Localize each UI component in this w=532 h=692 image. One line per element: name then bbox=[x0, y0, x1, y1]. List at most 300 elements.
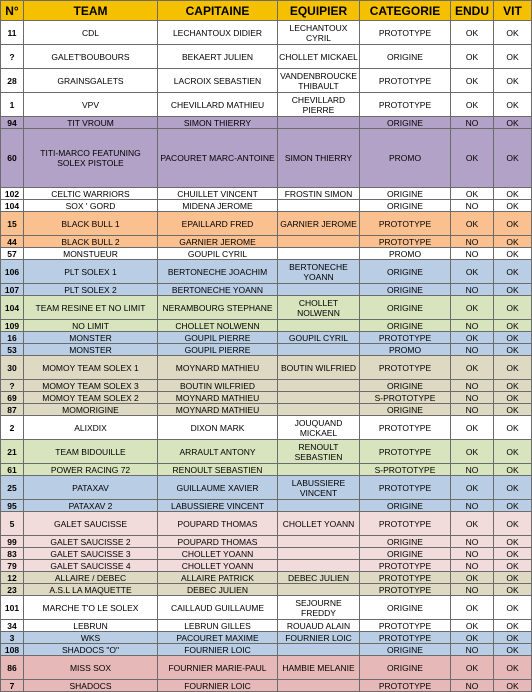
cell-categorie: PROTOTYPE bbox=[360, 512, 451, 536]
cell-categorie: ORIGINE bbox=[360, 656, 451, 680]
cell-number: 109 bbox=[1, 320, 24, 332]
cell-endu: NO bbox=[451, 248, 494, 260]
cell-endu: OK bbox=[451, 21, 494, 45]
cell-vit: OK bbox=[494, 188, 532, 200]
cell-number: 15 bbox=[1, 212, 24, 236]
cell-categorie: PROTOTYPE bbox=[360, 572, 451, 584]
cell-number: 25 bbox=[1, 476, 24, 500]
cell-categorie: ORIGINE bbox=[360, 596, 451, 620]
cell-endu: NO bbox=[451, 200, 494, 212]
cell-team: CDL bbox=[24, 21, 158, 45]
cell-endu: OK bbox=[451, 296, 494, 320]
cell-vit: OK bbox=[494, 212, 532, 236]
table-row bbox=[1, 260, 532, 284]
cell-categorie: PROMO bbox=[360, 344, 451, 356]
cell-endu: NO bbox=[451, 404, 494, 416]
table-row bbox=[1, 320, 532, 332]
cell-vit: OK bbox=[494, 596, 532, 620]
cell-equipier: JOUQUAND MICKAEL bbox=[278, 416, 360, 440]
table-row bbox=[1, 584, 532, 596]
cell-endu: NO bbox=[451, 284, 494, 296]
cell-number: 5 bbox=[1, 512, 24, 536]
cell-endu: OK bbox=[451, 632, 494, 644]
cell-vit: OK bbox=[494, 296, 532, 320]
cell-team: TIT VROUM bbox=[24, 117, 158, 129]
cell-vit: OK bbox=[494, 248, 532, 260]
cell-number: 107 bbox=[1, 284, 24, 296]
cell-capitaine: NERAMBOURG STEPHANE bbox=[158, 296, 278, 320]
table-row bbox=[1, 476, 532, 500]
table-row bbox=[1, 200, 532, 212]
cell-equipier bbox=[278, 117, 360, 129]
cell-team: MONSTER bbox=[24, 344, 158, 356]
cell-categorie: PROTOTYPE bbox=[360, 560, 451, 572]
cell-capitaine: FOURNIER LOIC bbox=[158, 680, 278, 692]
cell-number: 1 bbox=[1, 93, 24, 117]
table-row bbox=[1, 560, 532, 572]
table-row bbox=[1, 117, 532, 129]
table-row bbox=[1, 404, 532, 416]
cell-team: MOMOY TEAM SOLEX 3 bbox=[24, 380, 158, 392]
cell-vit: OK bbox=[494, 404, 532, 416]
cell-vit: OK bbox=[494, 500, 532, 512]
cell-number: 3 bbox=[1, 632, 24, 644]
cell-equipier bbox=[278, 560, 360, 572]
cell-capitaine: MOYNARD MATHIEU bbox=[158, 404, 278, 416]
cell-endu: NO bbox=[451, 536, 494, 548]
cell-capitaine: LEBRUN GILLES bbox=[158, 620, 278, 632]
cell-categorie: ORIGINE bbox=[360, 200, 451, 212]
cell-team: GALET SAUCISSE 2 bbox=[24, 536, 158, 548]
cell-capitaine: RENOULT SEBASTIEN bbox=[158, 464, 278, 476]
table-row bbox=[1, 380, 532, 392]
table-row bbox=[1, 188, 532, 200]
cell-vit: OK bbox=[494, 584, 532, 596]
cell-endu: OK bbox=[451, 188, 494, 200]
cell-endu: NO bbox=[451, 500, 494, 512]
cell-vit: OK bbox=[494, 536, 532, 548]
cell-categorie: S-PROTOTYPE bbox=[360, 392, 451, 404]
roster-body bbox=[1, 21, 532, 692]
cell-endu: OK bbox=[451, 45, 494, 69]
cell-number: ? bbox=[1, 45, 24, 69]
cell-categorie: PROTOTYPE bbox=[360, 584, 451, 596]
header-equipier: EQUIPIER bbox=[278, 1, 360, 21]
cell-vit: OK bbox=[494, 129, 532, 188]
cell-number: 16 bbox=[1, 332, 24, 344]
cell-capitaine: MIDENA JEROME bbox=[158, 200, 278, 212]
cell-equipier bbox=[278, 380, 360, 392]
cell-capitaine: LACROIX SEBASTIEN bbox=[158, 69, 278, 93]
cell-number: 99 bbox=[1, 536, 24, 548]
cell-categorie: ORIGINE bbox=[360, 644, 451, 656]
cell-team: GALET SAUCISSE bbox=[24, 512, 158, 536]
cell-endu: NO bbox=[451, 680, 494, 692]
cell-capitaine: BERTONECHE JOACHIM bbox=[158, 260, 278, 284]
cell-number: 108 bbox=[1, 644, 24, 656]
cell-endu: NO bbox=[451, 344, 494, 356]
table-row bbox=[1, 464, 532, 476]
cell-team: MOMORIGINE bbox=[24, 404, 158, 416]
cell-capitaine: ARRAULT ANTONY bbox=[158, 440, 278, 464]
cell-number: ? bbox=[1, 380, 24, 392]
cell-vit: OK bbox=[494, 45, 532, 69]
cell-categorie: PROTOTYPE bbox=[360, 21, 451, 45]
cell-team: MISS SOX bbox=[24, 656, 158, 680]
header-endu: ENDU bbox=[451, 1, 494, 21]
cell-number: 61 bbox=[1, 464, 24, 476]
header-categorie: CATEGORIE bbox=[360, 1, 451, 21]
cell-vit: OK bbox=[494, 440, 532, 464]
cell-capitaine: MOYNARD MATHIEU bbox=[158, 356, 278, 380]
cell-equipier bbox=[278, 404, 360, 416]
cell-capitaine: BERTONECHE YOANN bbox=[158, 284, 278, 296]
table-row bbox=[1, 236, 532, 248]
cell-categorie: PROMO bbox=[360, 248, 451, 260]
cell-categorie: ORIGINE bbox=[360, 188, 451, 200]
cell-equipier: DEBEC JULIEN bbox=[278, 572, 360, 584]
cell-team: GALET SAUCISSE 4 bbox=[24, 560, 158, 572]
cell-capitaine: POUPARD THOMAS bbox=[158, 536, 278, 548]
cell-capitaine: BEKAERT JULIEN bbox=[158, 45, 278, 69]
cell-equipier: HAMBIE MELANIE bbox=[278, 656, 360, 680]
cell-endu: OK bbox=[451, 212, 494, 236]
cell-categorie: S-PROTOTYPE bbox=[360, 464, 451, 476]
cell-vit: OK bbox=[494, 260, 532, 284]
table-row bbox=[1, 284, 532, 296]
cell-vit: OK bbox=[494, 548, 532, 560]
cell-equipier: GOUPIL CYRIL bbox=[278, 332, 360, 344]
cell-equipier: BERTONECHE YOANN bbox=[278, 260, 360, 284]
cell-team: SHADOCS bbox=[24, 680, 158, 692]
cell-number: 2 bbox=[1, 416, 24, 440]
cell-equipier: SIMON THIERRY bbox=[278, 129, 360, 188]
table-row bbox=[1, 45, 532, 69]
table-row bbox=[1, 69, 532, 93]
table-row bbox=[1, 332, 532, 344]
table-row bbox=[1, 392, 532, 404]
cell-team: BLACK BULL 1 bbox=[24, 212, 158, 236]
cell-vit: OK bbox=[494, 344, 532, 356]
cell-vit: OK bbox=[494, 93, 532, 117]
cell-capitaine: CHOLLET YOANN bbox=[158, 548, 278, 560]
cell-team: TITI-MARCO FEATUNING SOLEX PISTOLE bbox=[24, 129, 158, 188]
cell-capitaine: DIXON MARK bbox=[158, 416, 278, 440]
cell-categorie: PROTOTYPE bbox=[360, 416, 451, 440]
cell-equipier: SEJOURNE FREDDY bbox=[278, 596, 360, 620]
cell-team: SHADOCS "O" bbox=[24, 644, 158, 656]
cell-categorie: PROTOTYPE bbox=[360, 440, 451, 464]
table-row bbox=[1, 536, 532, 548]
cell-categorie: ORIGINE bbox=[360, 380, 451, 392]
cell-categorie: ORIGINE bbox=[360, 536, 451, 548]
cell-categorie: ORIGINE bbox=[360, 117, 451, 129]
cell-capitaine: GUILLAUME XAVIER bbox=[158, 476, 278, 500]
table-row bbox=[1, 296, 532, 320]
cell-capitaine: MOYNARD MATHIEU bbox=[158, 392, 278, 404]
cell-categorie: PROTOTYPE bbox=[360, 93, 451, 117]
cell-categorie: PROTOTYPE bbox=[360, 212, 451, 236]
header-num: N° bbox=[1, 1, 24, 21]
cell-equipier: FROSTIN SIMON bbox=[278, 188, 360, 200]
cell-vit: OK bbox=[494, 236, 532, 248]
table-row bbox=[1, 416, 532, 440]
cell-categorie: ORIGINE bbox=[360, 284, 451, 296]
cell-team: GALET'BOUBOURS bbox=[24, 45, 158, 69]
cell-endu: OK bbox=[451, 512, 494, 536]
table-row bbox=[1, 356, 532, 380]
table-row bbox=[1, 632, 532, 644]
cell-categorie: ORIGINE bbox=[360, 548, 451, 560]
cell-team: GRAINSGALETS bbox=[24, 69, 158, 93]
cell-capitaine: FOURNIER LOIC bbox=[158, 644, 278, 656]
table-row bbox=[1, 344, 532, 356]
cell-number: 11 bbox=[1, 21, 24, 45]
cell-team: ALIXDIX bbox=[24, 416, 158, 440]
cell-team: TEAM RESINE ET NO LIMIT bbox=[24, 296, 158, 320]
cell-categorie: ORIGINE bbox=[360, 260, 451, 284]
cell-capitaine: PACOURET MAXIME bbox=[158, 632, 278, 644]
cell-categorie: PROTOTYPE bbox=[360, 332, 451, 344]
cell-capitaine: BOUTIN WILFRIED bbox=[158, 380, 278, 392]
cell-equipier bbox=[278, 464, 360, 476]
cell-team: PLT SOLEX 2 bbox=[24, 284, 158, 296]
cell-vit: OK bbox=[494, 332, 532, 344]
cell-vit: OK bbox=[494, 69, 532, 93]
cell-endu: NO bbox=[451, 117, 494, 129]
cell-number: 23 bbox=[1, 584, 24, 596]
cell-endu: OK bbox=[451, 332, 494, 344]
cell-equipier: BOUTIN WILFRIED bbox=[278, 356, 360, 380]
cell-number: 53 bbox=[1, 344, 24, 356]
cell-vit: OK bbox=[494, 560, 532, 572]
cell-equipier: FOURNIER LOIC bbox=[278, 632, 360, 644]
table-row bbox=[1, 644, 532, 656]
table-row bbox=[1, 512, 532, 536]
cell-vit: OK bbox=[494, 284, 532, 296]
cell-team: TEAM BIDOUILLE bbox=[24, 440, 158, 464]
cell-number: 95 bbox=[1, 500, 24, 512]
cell-endu: NO bbox=[451, 548, 494, 560]
header-row bbox=[1, 1, 532, 21]
cell-equipier bbox=[278, 284, 360, 296]
cell-endu: OK bbox=[451, 416, 494, 440]
cell-vit: OK bbox=[494, 380, 532, 392]
cell-vit: OK bbox=[494, 476, 532, 500]
table-row bbox=[1, 548, 532, 560]
cell-vit: OK bbox=[494, 200, 532, 212]
cell-equipier bbox=[278, 236, 360, 248]
header-team: TEAM bbox=[24, 1, 158, 21]
cell-team: ALLAIRE / DEBEC bbox=[24, 572, 158, 584]
cell-capitaine: GARNIER JEROME bbox=[158, 236, 278, 248]
cell-equipier bbox=[278, 392, 360, 404]
cell-endu: OK bbox=[451, 596, 494, 620]
table-row bbox=[1, 500, 532, 512]
cell-number: 60 bbox=[1, 129, 24, 188]
cell-capitaine: POUPARD THOMAS bbox=[158, 512, 278, 536]
cell-categorie: PROTOTYPE bbox=[360, 356, 451, 380]
cell-vit: OK bbox=[494, 572, 532, 584]
cell-number: 86 bbox=[1, 656, 24, 680]
cell-endu: OK bbox=[451, 69, 494, 93]
cell-number: 30 bbox=[1, 356, 24, 380]
cell-endu: NO bbox=[451, 392, 494, 404]
cell-team: MONSTER bbox=[24, 332, 158, 344]
cell-capitaine: LABUSSIERE VINCENT bbox=[158, 500, 278, 512]
cell-endu: NO bbox=[451, 380, 494, 392]
cell-equipier: CHEVILLARD PIERRE bbox=[278, 93, 360, 117]
cell-equipier: RENOULT SEBASTIEN bbox=[278, 440, 360, 464]
cell-endu: OK bbox=[451, 93, 494, 117]
cell-capitaine: CAILLAUD GUILLAUME bbox=[158, 596, 278, 620]
cell-number: 21 bbox=[1, 440, 24, 464]
cell-number: 44 bbox=[1, 236, 24, 248]
cell-categorie: PROMO bbox=[360, 129, 451, 188]
cell-number: 104 bbox=[1, 200, 24, 212]
cell-equipier: CHOLLET NOLWENN bbox=[278, 296, 360, 320]
cell-vit: OK bbox=[494, 620, 532, 632]
table-row bbox=[1, 572, 532, 584]
cell-capitaine: ALLAIRE PATRICK bbox=[158, 572, 278, 584]
cell-vit: OK bbox=[494, 356, 532, 380]
cell-number: 69 bbox=[1, 392, 24, 404]
cell-endu: OK bbox=[451, 356, 494, 380]
cell-capitaine: PACOURET MARC-ANTOINE bbox=[158, 129, 278, 188]
cell-endu: NO bbox=[451, 644, 494, 656]
table-row bbox=[1, 21, 532, 45]
cell-capitaine: EPAILLARD FRED bbox=[158, 212, 278, 236]
table-row bbox=[1, 93, 532, 117]
cell-team: VPV bbox=[24, 93, 158, 117]
cell-vit: OK bbox=[494, 512, 532, 536]
cell-categorie: ORIGINE bbox=[360, 500, 451, 512]
cell-number: 83 bbox=[1, 548, 24, 560]
cell-number: 28 bbox=[1, 69, 24, 93]
cell-endu: NO bbox=[451, 236, 494, 248]
cell-equipier bbox=[278, 680, 360, 692]
cell-capitaine: CHOLLET NOLWENN bbox=[158, 320, 278, 332]
cell-equipier: CHOLLET YOANN bbox=[278, 512, 360, 536]
cell-categorie: PROTOTYPE bbox=[360, 632, 451, 644]
cell-equipier: ROUAUD ALAIN bbox=[278, 620, 360, 632]
cell-endu: OK bbox=[451, 620, 494, 632]
cell-team: MOMOY TEAM SOLEX 1 bbox=[24, 356, 158, 380]
cell-capitaine: DEBEC JULIEN bbox=[158, 584, 278, 596]
cell-vit: OK bbox=[494, 21, 532, 45]
cell-number: 7 bbox=[1, 680, 24, 692]
cell-team: BLACK BULL 2 bbox=[24, 236, 158, 248]
cell-equipier bbox=[278, 644, 360, 656]
cell-number: 101 bbox=[1, 596, 24, 620]
cell-capitaine: SIMON THIERRY bbox=[158, 117, 278, 129]
cell-team: A.S.L LA MAQUETTE bbox=[24, 584, 158, 596]
cell-endu: NO bbox=[451, 584, 494, 596]
cell-number: 106 bbox=[1, 260, 24, 284]
cell-equipier bbox=[278, 536, 360, 548]
cell-team: PATAXAV bbox=[24, 476, 158, 500]
cell-vit: OK bbox=[494, 632, 532, 644]
cell-equipier bbox=[278, 500, 360, 512]
cell-vit: OK bbox=[494, 320, 532, 332]
cell-endu: NO bbox=[451, 320, 494, 332]
cell-categorie: PROTOTYPE bbox=[360, 69, 451, 93]
header-capitaine: CAPITAINE bbox=[158, 1, 278, 21]
cell-endu: OK bbox=[451, 440, 494, 464]
cell-number: 57 bbox=[1, 248, 24, 260]
header-vit: VIT bbox=[494, 1, 532, 21]
cell-vit: OK bbox=[494, 464, 532, 476]
cell-number: 104 bbox=[1, 296, 24, 320]
table-row bbox=[1, 596, 532, 620]
cell-team: MONSTUEUR bbox=[24, 248, 158, 260]
cell-categorie: PROTOTYPE bbox=[360, 680, 451, 692]
cell-equipier: LABUSSIERE VINCENT bbox=[278, 476, 360, 500]
cell-endu: OK bbox=[451, 572, 494, 584]
cell-team: LEBRUN bbox=[24, 620, 158, 632]
cell-endu: OK bbox=[451, 476, 494, 500]
cell-equipier: CHOLLET MICKAEL bbox=[278, 45, 360, 69]
cell-equipier: GARNIER JEROME bbox=[278, 212, 360, 236]
table-row bbox=[1, 440, 532, 464]
cell-equipier bbox=[278, 344, 360, 356]
cell-team: SOX ' GORD bbox=[24, 200, 158, 212]
cell-team: WKS bbox=[24, 632, 158, 644]
cell-equipier bbox=[278, 320, 360, 332]
cell-team: PATAXAV 2 bbox=[24, 500, 158, 512]
cell-number: 79 bbox=[1, 560, 24, 572]
cell-endu: OK bbox=[451, 656, 494, 680]
cell-vit: OK bbox=[494, 392, 532, 404]
cell-capitaine: CHEVILLARD MATHIEU bbox=[158, 93, 278, 117]
cell-equipier: LECHANTOUX CYRIL bbox=[278, 21, 360, 45]
cell-endu: NO bbox=[451, 464, 494, 476]
cell-team: MOMOY TEAM SOLEX 2 bbox=[24, 392, 158, 404]
cell-capitaine: GOUPIL PIERRE bbox=[158, 344, 278, 356]
cell-capitaine: GOUPIL PIERRE bbox=[158, 332, 278, 344]
cell-number: 87 bbox=[1, 404, 24, 416]
table-row bbox=[1, 212, 532, 236]
table-row bbox=[1, 656, 532, 680]
cell-equipier bbox=[278, 584, 360, 596]
cell-team: NO LIMIT bbox=[24, 320, 158, 332]
cell-equipier bbox=[278, 200, 360, 212]
cell-number: 94 bbox=[1, 117, 24, 129]
cell-endu: NO bbox=[451, 560, 494, 572]
cell-endu: OK bbox=[451, 260, 494, 284]
cell-vit: OK bbox=[494, 644, 532, 656]
cell-capitaine: CHOLLET YOANN bbox=[158, 560, 278, 572]
cell-equipier bbox=[278, 548, 360, 560]
table-row bbox=[1, 620, 532, 632]
table-row bbox=[1, 129, 532, 188]
cell-categorie: ORIGINE bbox=[360, 404, 451, 416]
cell-number: 102 bbox=[1, 188, 24, 200]
cell-capitaine: CHUILLET VINCENT bbox=[158, 188, 278, 200]
cell-categorie: ORIGINE bbox=[360, 296, 451, 320]
cell-team: CELTIC WARRIORS bbox=[24, 188, 158, 200]
cell-categorie: PROTOTYPE bbox=[360, 620, 451, 632]
cell-equipier: VANDENBROUCKE THIBAULT bbox=[278, 69, 360, 93]
cell-team: MARCHE T'O LE SOLEX bbox=[24, 596, 158, 620]
cell-equipier bbox=[278, 248, 360, 260]
table-row bbox=[1, 680, 532, 692]
cell-capitaine: GOUPIL CYRIL bbox=[158, 248, 278, 260]
cell-vit: OK bbox=[494, 117, 532, 129]
cell-capitaine: FOURNIER MARIE-PAUL bbox=[158, 656, 278, 680]
cell-team: GALET SAUCISSE 3 bbox=[24, 548, 158, 560]
cell-capitaine: LECHANTOUX DIDIER bbox=[158, 21, 278, 45]
